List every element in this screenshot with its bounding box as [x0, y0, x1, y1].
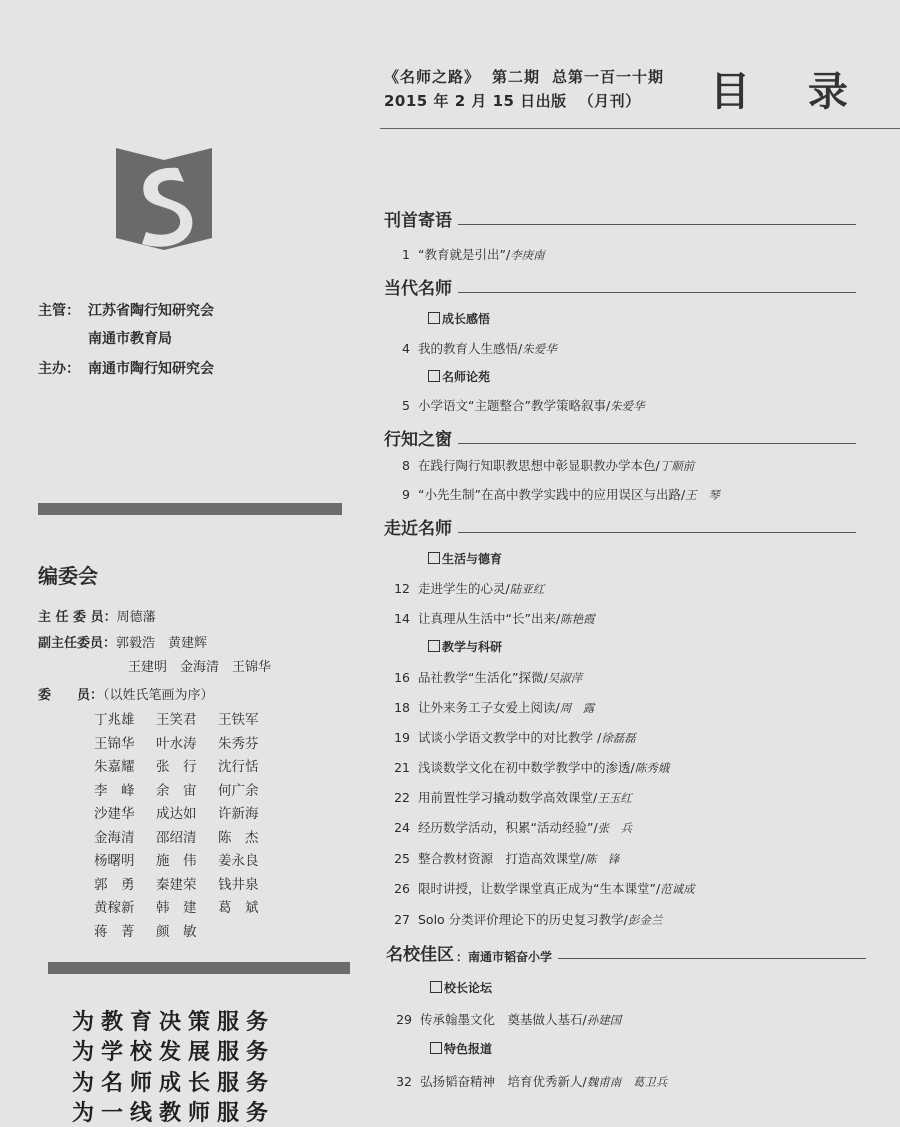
article-title: 我的教育人生感悟/: [418, 341, 523, 356]
article-title: 走进学生的心灵/: [418, 581, 510, 596]
page-number: 24: [394, 820, 410, 835]
article-title: 传承翰墨文化 奠基做人基石/: [420, 1012, 587, 1027]
toc-entry[interactable]: [382, 1072, 667, 1090]
toc-section-header: [386, 940, 866, 965]
toc-entry[interactable]: [380, 579, 544, 597]
members-note: （以姓氏笔画为序）: [103, 688, 214, 703]
member-row: [94, 920, 280, 940]
member-name: 金海清: [94, 829, 135, 846]
members-label: 委 员：: [38, 688, 104, 703]
article-author: 陈艳霞: [560, 612, 595, 626]
toc-entry[interactable]: [380, 758, 669, 776]
member-name: 朱秀芬: [218, 735, 259, 752]
toc-entry[interactable]: [380, 698, 594, 716]
toc-entry[interactable]: [380, 396, 645, 414]
page-number: 32: [396, 1074, 412, 1089]
page-number: 5: [402, 398, 410, 413]
section-rule: [458, 292, 856, 293]
board-members-row: [38, 684, 214, 703]
article-author: 张 兵: [597, 821, 633, 835]
sponsor-row-2: [38, 328, 172, 348]
toc-entry[interactable]: [380, 456, 694, 474]
issue-number: 第二期: [492, 68, 541, 86]
article-author: 王玉红: [597, 791, 632, 805]
section-title: 当代名师: [384, 279, 452, 299]
total-issue: 总第一百一十期: [552, 68, 665, 86]
slogan-4: 为一线教师服务: [72, 1101, 276, 1126]
article-author: 丁顺前: [659, 459, 695, 473]
category-label: 名师论苑: [442, 370, 491, 384]
member-name: 颜 敏: [156, 923, 197, 940]
slogan-3: 为名师成长服务: [72, 1071, 276, 1096]
page-number: 19: [394, 730, 410, 745]
magazine-logo: [116, 148, 212, 254]
member-name: 秦建荣: [156, 876, 197, 893]
director-name: 周德藩: [116, 610, 156, 625]
member-name: 蒋 菁: [94, 923, 135, 940]
member-name: 姜永良: [218, 853, 259, 869]
article-author: 彭金兰: [627, 913, 663, 927]
toc-section-header: [384, 206, 856, 231]
member-name: 成达如: [156, 806, 197, 822]
page-number: 18: [394, 700, 410, 715]
article-author: 吴淑萍: [547, 671, 583, 685]
toc-category: [428, 368, 490, 385]
sponsor-row-1: [38, 300, 214, 320]
category-label: 校长论坛: [444, 981, 493, 995]
toc-entry[interactable]: [382, 1010, 621, 1028]
member-row: [94, 802, 280, 822]
article-title: 整合教材资源 打造高效课堂/: [418, 851, 585, 866]
page-number: 26: [394, 881, 410, 896]
member-name: 丁兆雄: [94, 712, 135, 728]
checkbox-icon: [428, 370, 440, 382]
checkbox-icon: [430, 981, 442, 993]
member-name: 王锦华: [94, 735, 135, 752]
toc-entry[interactable]: [380, 245, 545, 263]
checkbox-icon: [430, 1042, 442, 1054]
category-label: 生活与德育: [442, 552, 503, 566]
member-name: 许新海: [218, 806, 259, 822]
member-name: 施 伟: [156, 853, 197, 869]
member-name: 朱嘉耀: [94, 759, 135, 775]
toc-entry[interactable]: [380, 728, 636, 746]
page-number: 29: [396, 1012, 412, 1027]
toc-entry[interactable]: [380, 849, 619, 867]
toc-category: [430, 979, 492, 996]
category-label: 教学与科研: [442, 640, 503, 654]
article-author: 魏甫南 葛卫兵: [586, 1075, 668, 1089]
toc-entry[interactable]: [380, 879, 695, 897]
member-name: 余 宙: [156, 782, 197, 799]
page-number: 14: [394, 611, 410, 626]
toc-entry[interactable]: [380, 818, 632, 836]
header-divider: [380, 128, 900, 129]
member-row: [94, 826, 280, 846]
article-title: 弘扬韬奋精神 培育优秀新人/: [420, 1074, 587, 1089]
section-title: 刊首寄语: [384, 211, 452, 231]
section-title: 行知之窗: [384, 430, 452, 450]
page-number: 1: [402, 247, 410, 262]
section-rule: [458, 443, 856, 444]
issue-line: [384, 66, 676, 87]
article-author: 朱爱华: [522, 342, 557, 356]
article-author: 陆亚红: [509, 582, 545, 596]
article-title: 限时讲授，让数学课堂真正成为“生本课堂”/: [418, 881, 661, 896]
member-row: [94, 708, 280, 728]
toc-section-header: [384, 425, 856, 450]
member-name: 王笑君: [156, 712, 197, 728]
section-title: 走近名师: [384, 519, 452, 539]
sponsor-value: 江苏省陶行知研究会: [88, 303, 214, 319]
deputy-names-2: 王建明 金海清 王锦华: [128, 660, 272, 675]
gray-divider-bar: [38, 503, 342, 515]
page-number: 27: [394, 912, 410, 927]
toc-entry[interactable]: [380, 339, 557, 357]
member-name: 沙建华: [94, 806, 135, 822]
section-subtitle: ：南通市韬奋小学: [456, 950, 553, 964]
toc-category: [430, 1040, 492, 1057]
member-name: 陈 杰: [218, 829, 259, 846]
article-title: “教育就是引出”/: [418, 247, 511, 262]
member-name: 沈行恬: [218, 759, 259, 775]
article-title: “小先生制”在高中教学实践中的应用误区与出路/: [418, 487, 686, 502]
member-row: [94, 896, 280, 916]
sponsor-value: 南通市陶行知研究会: [88, 361, 214, 377]
article-author: 陈 锋: [584, 852, 620, 866]
magazine-name: 《名师之路》: [384, 68, 481, 86]
slogan-1: 为教育决策服务: [72, 1010, 276, 1035]
section-rule: [458, 532, 856, 533]
member-name: 钱井泉: [218, 876, 259, 893]
toc-category: [428, 310, 490, 327]
page-number: 8: [402, 458, 410, 473]
sponsor-value: 南通市教育局: [88, 331, 172, 347]
section-title: 名校佳区: [386, 945, 454, 965]
article-author: 周 露: [559, 701, 595, 715]
article-title: 让外来务工子女爱上阅读/: [418, 700, 560, 715]
deputy-names: 郭毅浩 黄建辉: [116, 636, 208, 651]
editorial-board-title: 编委会: [38, 564, 98, 588]
member-name: 葛 斌: [218, 900, 259, 916]
member-name: 何广余: [218, 782, 259, 799]
member-name: 郭 勇: [94, 876, 135, 893]
article-title: 在践行陶行知职教思想中彰显职教办学本色/: [418, 458, 660, 473]
member-row: [94, 755, 280, 775]
gray-divider-bar: [48, 962, 350, 974]
board-deputy-row: [38, 632, 207, 651]
member-name: 叶水涛: [156, 735, 197, 752]
member-name: 张 行: [156, 759, 197, 775]
toc-entry[interactable]: [380, 668, 582, 686]
member-name: 黄稼新: [94, 900, 135, 916]
member-row: [94, 849, 280, 869]
page-number: 21: [394, 760, 410, 775]
page-number: 12: [394, 581, 410, 596]
member-name: 李 峰: [94, 782, 135, 799]
board-director-row: [38, 606, 156, 625]
checkbox-icon: [428, 312, 440, 324]
sponsor-row-3: [38, 358, 214, 378]
member-name: 邵绍清: [156, 829, 197, 846]
article-title: 用前置性学习撬动数学高效课堂/: [418, 790, 598, 805]
toc-category: [428, 638, 502, 655]
member-name: 王铁军: [218, 712, 259, 728]
checkbox-icon: [428, 640, 440, 652]
member-row: [94, 873, 280, 893]
sponsor-label: 主办：: [38, 361, 80, 377]
frequency: （月刊）: [578, 92, 641, 110]
page-title: 目 录: [710, 69, 870, 115]
article-title: Solo 分类评价理论下的历史复习教学/: [418, 912, 628, 927]
article-title: 浅谈数学文化在初中数学教学中的渗透/: [418, 760, 635, 775]
toc-entry[interactable]: [380, 609, 595, 627]
member-row: [94, 732, 280, 752]
article-author: 朱爱华: [610, 399, 645, 413]
director-label: 主 任 委 员：: [38, 610, 117, 625]
date-line: [384, 90, 653, 111]
article-author: 徐磊磊: [601, 731, 636, 745]
section-rule: [458, 224, 856, 225]
toc-entry[interactable]: [380, 910, 662, 928]
article-title: 品社教学“生活化”探微/: [418, 670, 548, 685]
category-label: 特色报道: [444, 1042, 493, 1056]
publish-date: 2015 年 2 月 15 日出版: [384, 92, 567, 110]
page-number: 4: [402, 341, 410, 356]
article-title: 试谈小学语文教学中的对比教学 /: [418, 730, 602, 745]
toc-section-header: [384, 274, 856, 299]
toc-category: [428, 550, 502, 567]
page-number: 22: [394, 790, 410, 805]
article-title: 让真理从生活中“长”出来/: [418, 611, 561, 626]
deputy-label: 副主任委员：: [38, 636, 117, 651]
page-number: 9: [402, 487, 410, 502]
page-number: 16: [394, 670, 410, 685]
article-title: 小学语文“主题整合”教学策略叙事/: [418, 398, 611, 413]
article-author: 孙建国: [586, 1013, 622, 1027]
article-author: 李庚南: [510, 248, 545, 262]
sponsor-label: 主管：: [38, 303, 80, 319]
member-name: 杨曙明: [94, 853, 135, 869]
article-title: 经历数学活动，积累“活动经验”/: [418, 820, 598, 835]
page-number: 25: [394, 851, 410, 866]
article-author: 陈秀娥: [634, 761, 670, 775]
checkbox-icon: [428, 552, 440, 564]
article-author: 范诚成: [660, 882, 695, 896]
slogan-2: 为学校发展服务: [72, 1040, 276, 1065]
toc-entry[interactable]: [380, 485, 720, 503]
article-author: 王 琴: [685, 488, 720, 502]
toc-section-header: [384, 514, 856, 539]
toc-entry[interactable]: [380, 788, 632, 806]
member-row: [94, 779, 280, 799]
category-label: 成长感悟: [442, 312, 491, 326]
section-rule: [558, 958, 866, 959]
member-name: 韩 建: [156, 900, 197, 916]
